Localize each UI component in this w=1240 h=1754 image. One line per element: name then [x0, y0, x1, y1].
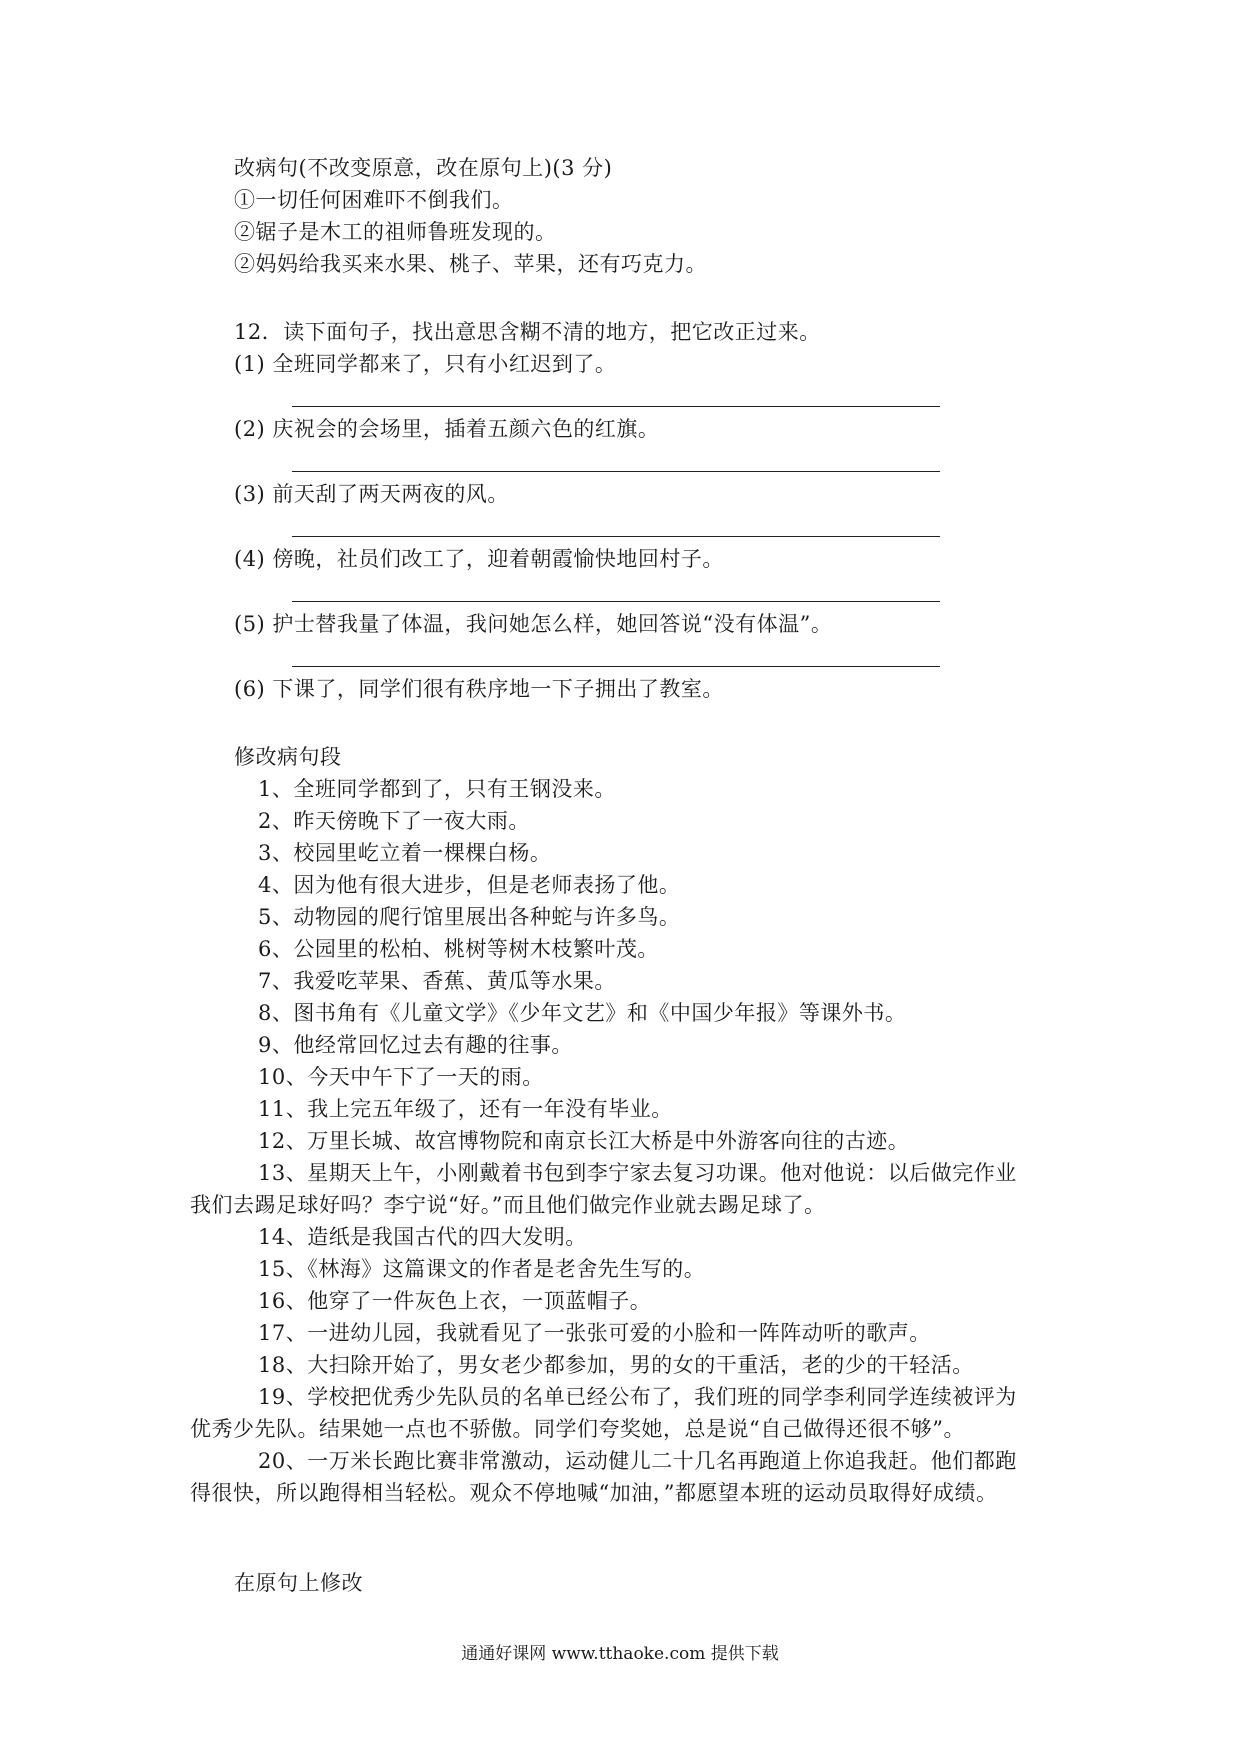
- page-footer: 通通好课网 www.tthaoke.com 提供下载: [461, 1644, 779, 1664]
- section1-item-2: ②锯子是木工的祖师鲁班发现的。: [234, 220, 557, 244]
- section3-item-13-line2: 我们去踢足球好吗？李宁说“好。”而且他们做完作业就去踢足球了。: [190, 1193, 826, 1217]
- section3-item-7: 7、我爱吃苹果、香蕉、黄瓜等水果。: [258, 969, 616, 993]
- section4-heading: 在原句上修改: [234, 1571, 363, 1595]
- section3-item-4: 4、因为他有很大进步，但是老师表扬了他。: [258, 873, 681, 897]
- section2-item-3: (3) 前天刮了两天两夜的风。: [234, 482, 509, 506]
- section3-item-19-line1: 19、学校把优秀少先队员的名单已经公布了，我们班的同学李利同学连续被评为: [258, 1385, 1017, 1409]
- section2-item-4: (4) 傍晚，社员们改工了，迎着朝霞愉快地回村子。: [234, 547, 724, 571]
- section3-item-8: 8、图书角有《儿童文学》《少年文艺》和《中国少年报》等课外书。: [258, 1001, 907, 1025]
- section3-item-10: 10、今天中午下了一天的雨。: [258, 1065, 544, 1089]
- section3-item-18: 18、大扫除开始了，男女老少都参加，男的女的干重活，老的少的干轻活。: [258, 1353, 974, 1377]
- section1-item-3: ②妈妈给我买来水果、桃子、苹果，还有巧克力。: [234, 252, 707, 276]
- section3-item-15: 15、《林海》这篇课文的作者是老舍先生写的。: [258, 1257, 706, 1281]
- section2-item-5: (5) 护士替我量了体温，我问她怎么样，她回答说“没有体温”。: [234, 612, 833, 636]
- section3-item-14: 14、造纸是我国古代的四大发明。: [258, 1225, 587, 1249]
- section3-item-16: 16、他穿了一件灰色上衣，一顶蓝帽子。: [258, 1289, 652, 1313]
- section3-item-3: 3、校园里屹立着一棵棵白杨。: [258, 841, 552, 865]
- section2-item-1: (1) 全班同学都来了，只有小红迟到了。: [234, 352, 617, 376]
- section2-heading: 12．读下面句子，找出意思含糊不清的地方，把它改正过来。: [234, 320, 821, 344]
- section3-item-9: 9、他经常回忆过去有趣的往事。: [258, 1033, 573, 1057]
- section3-item-19-line2: 优秀少先队。结果她一点也不骄傲。同学们夸奖她，总是说“自己做得还很不够”。: [190, 1417, 965, 1441]
- section3-item-1: 1、全班同学都到了，只有王钢没来。: [258, 777, 616, 801]
- answer-line: [292, 536, 940, 537]
- section3-heading: 修改病句段: [234, 745, 342, 769]
- section2-item-2: (2) 庆祝会的会场里，插着五颜六色的红旗。: [234, 417, 660, 441]
- answer-line: [292, 666, 940, 667]
- answer-line: [292, 406, 940, 407]
- answer-line: [292, 471, 940, 472]
- section2-item-6: (6) 下课了，同学们很有秩序地一下子拥出了教室。: [234, 677, 724, 701]
- section3-item-17: 17、一进幼儿园，我就看见了一张张可爱的小脸和一阵阵动听的歌声。: [258, 1321, 931, 1345]
- section3-item-11: 11、我上完五年级了，还有一年没有毕业。: [258, 1097, 673, 1121]
- section3-item-2: 2、昨天傍晚下了一夜大雨。: [258, 809, 530, 833]
- answer-line: [292, 601, 940, 602]
- section3-item-6: 6、公园里的松柏、桃树等树木枝繁叶茂。: [258, 937, 659, 961]
- section3-item-20-line2: 得很快，所以跑得相当轻松。观众不停地喊“加油，”都愿望本班的运动员取得好成绩。: [190, 1481, 998, 1505]
- section3-item-13-line1: 13、星期天上午，小刚戴着书包到李宁家去复习功课。他对他说：以后做完作业: [258, 1161, 1017, 1185]
- section1-heading: 改病句(不改变原意，改在原句上)(3 分): [234, 156, 613, 180]
- section3-item-12: 12、万里长城、故宫博物院和南京长江大桥是中外游客向往的古迹。: [258, 1129, 910, 1153]
- section3-item-20-line1: 20、一万米长跑比赛非常激动，运动健儿二十几名再跑道上你追我赶。他们都跑: [258, 1449, 1017, 1473]
- section1-item-1: ①一切任何困难吓不倒我们。: [234, 188, 514, 212]
- section3-item-5: 5、动物园的爬行馆里展出各种蛇与许多鸟。: [258, 905, 681, 929]
